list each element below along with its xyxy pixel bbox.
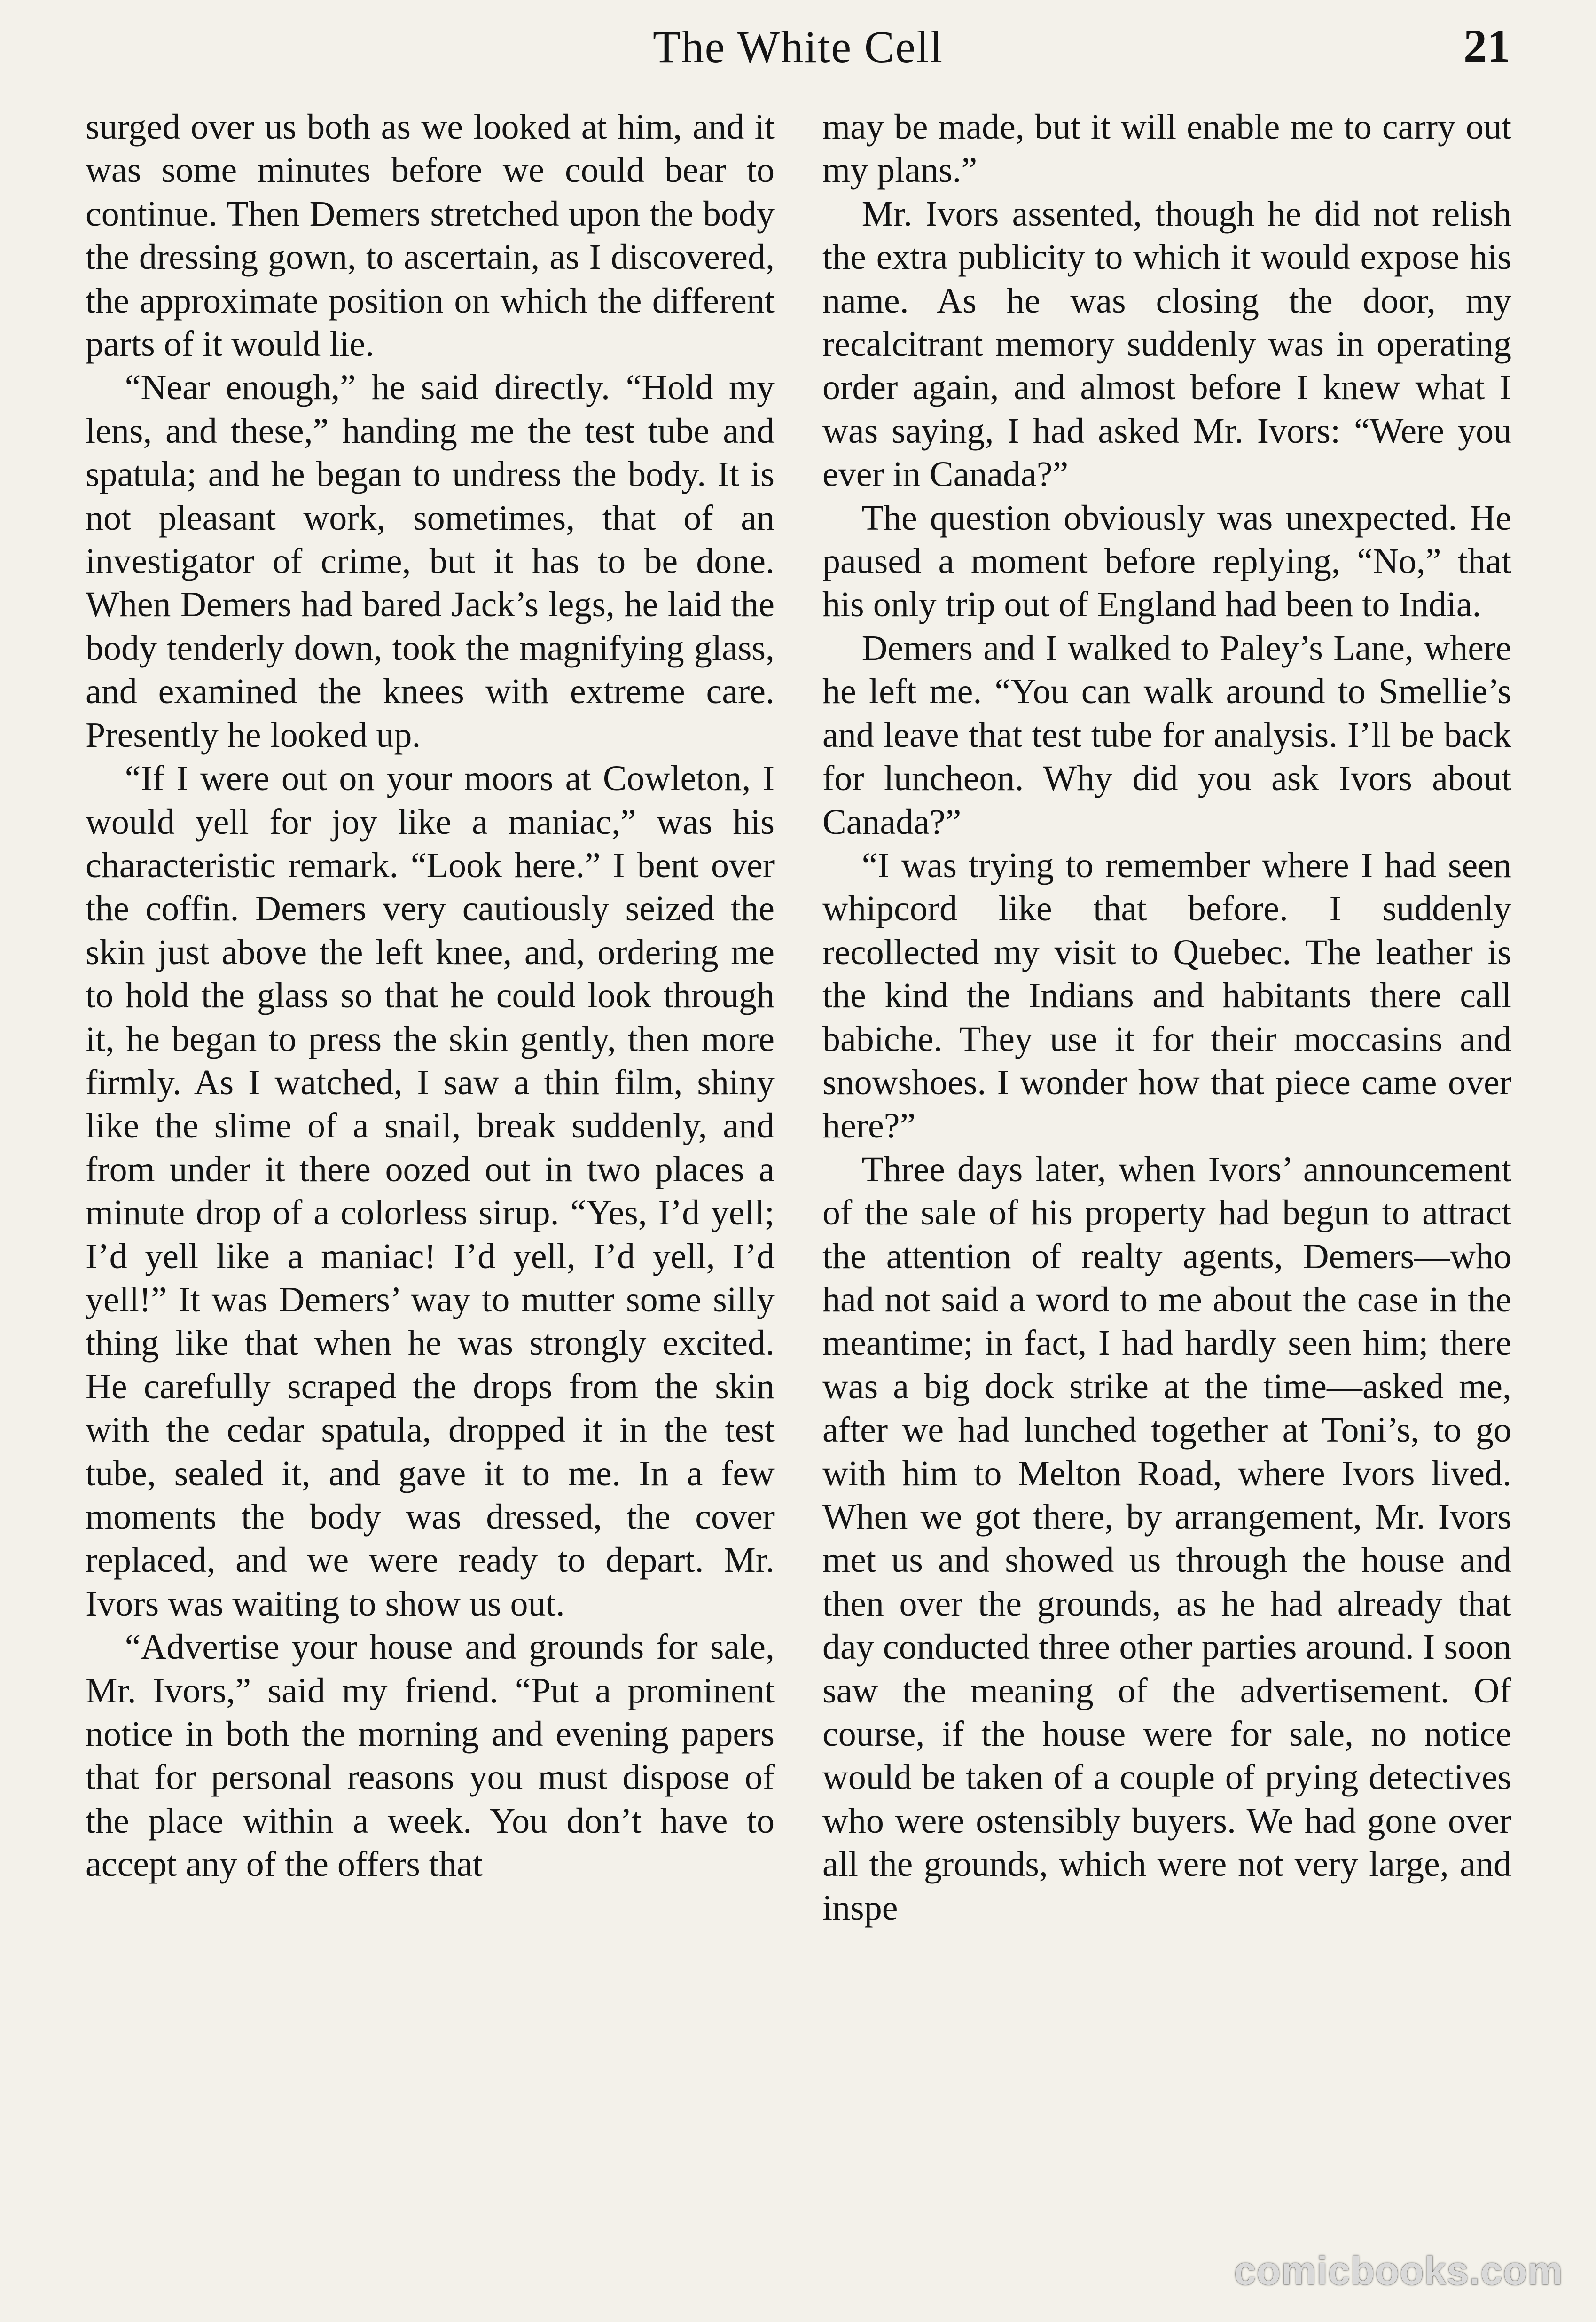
paragraph: Mr. Ivors assented, though he did not relish the extra publicity to which it would expose his name. As he was closing the door, my recalcitrant memory suddenly was in operating order again, and almost before I knew what I was saying, I had asked Mr. Ivors: “Were you ever in Canada?”	[822, 194, 1511, 494]
paragraph: Demers and I walked to Paley’s Lane, where he left me. “You can walk around to Smellie’s and leave that test tube for analysis. I’ll be back for luncheon. Why did you ask Ivors about Canada?”	[822, 628, 1511, 842]
paragraph: “Near enough,” he said directly. “Hold my lens, and these,” handing me the test tube and spatula; and he began to undress the body. It is not pleasant work, sometimes, that of an investigator of crime, but it has to be done. When Demers had bared Jack’s legs, he laid the body tenderly down, took the magnifying glass, and examined the knees with extreme care. Presently he looked up.	[86, 368, 775, 755]
site-watermark: comicbooks.com	[1234, 2249, 1563, 2293]
left-column	[86, 105, 775, 1886]
paragraph: “I was trying to remember where I had seen whipcord like that before. I suddenly recollected my visit to Quebec. The leather is the kind the Indians and habitants there call babiche. They use it for their moccasins and snowshoes. I wonder how that piece came over here?”	[822, 845, 1511, 1146]
paragraph: “Advertise your house and grounds for sale, Mr. Ivors,” said my friend. “Put a prominent notice in both the morning and evening papers that for personal reasons you must dispose of the place within a week. You don’t have to accept any of the offers that	[86, 1627, 775, 1884]
paragraph: The question obviously was unexpected. He paused a moment before replying, “No,” that his only trip out of England had been to India.	[822, 498, 1511, 625]
page-number: 21	[1463, 20, 1510, 72]
paragraph: Three days later, when Ivors’ announcement of the sale of his property had begun to attract the attention of realty agents, Demers—who had not said a word to me about the case in the meantime; in fact, I had hardly seen him; there was a big dock strike at the time—asked me, after we had lunched together at Toni’s, to go with him to Melton Road, where Ivors lived. When we got there, by arrangement, Mr. Ivors met us and showed us through the house and then over the grounds, as he had already that day conducted three other parties around. I soon saw the meaning of the advertisement. Of course, if the house were for sale, no notice would be taken of a couple of prying detectives who were ostensibly buyers. We had gone over all the grounds, which were not very large, and inspe	[822, 1149, 1511, 1928]
paragraph: surged over us both as we looked at him, and it was some minutes before we could bear to continue. Then Demers stretched upon the body the dressing gown, to ascertain, as I discovered, the approximate position on which the different parts of it would lie.	[86, 107, 775, 364]
paragraph: may be made, but it will enable me to carry out my plans.”	[822, 107, 1511, 190]
running-title: The White Cell	[652, 22, 944, 72]
right-column	[822, 105, 1511, 1930]
paragraph: “If I were out on your moors at Cowleton, I would yell for joy like a maniac,” was his characteristic remark. “Look here.” I bent over the coffin. Demers very cautiously seized the skin just above the left knee, and, ordering me to hold the glass so that he could look through it, he began to press the skin gently, then more firmly. As I watched, I saw a thin film, shiny like the slime of a snail, break suddenly, and from under it there oozed out in two places a minute drop of a colorless sirup. “Yes, I’d yell; I’d yell like a maniac! I’d yell, I’d yell, I’d yell!” It was Demers’ way to mutter some silly thing like that when he was strongly excited. He carefully scraped the drops from the skin with the cedar spatula, dropped it in the test tube, sealed it, and gave it to me. In a few moments the body was dressed, the cover replaced, and we were ready to depart. Mr. Ivors was waiting to show us out.	[86, 759, 775, 1624]
